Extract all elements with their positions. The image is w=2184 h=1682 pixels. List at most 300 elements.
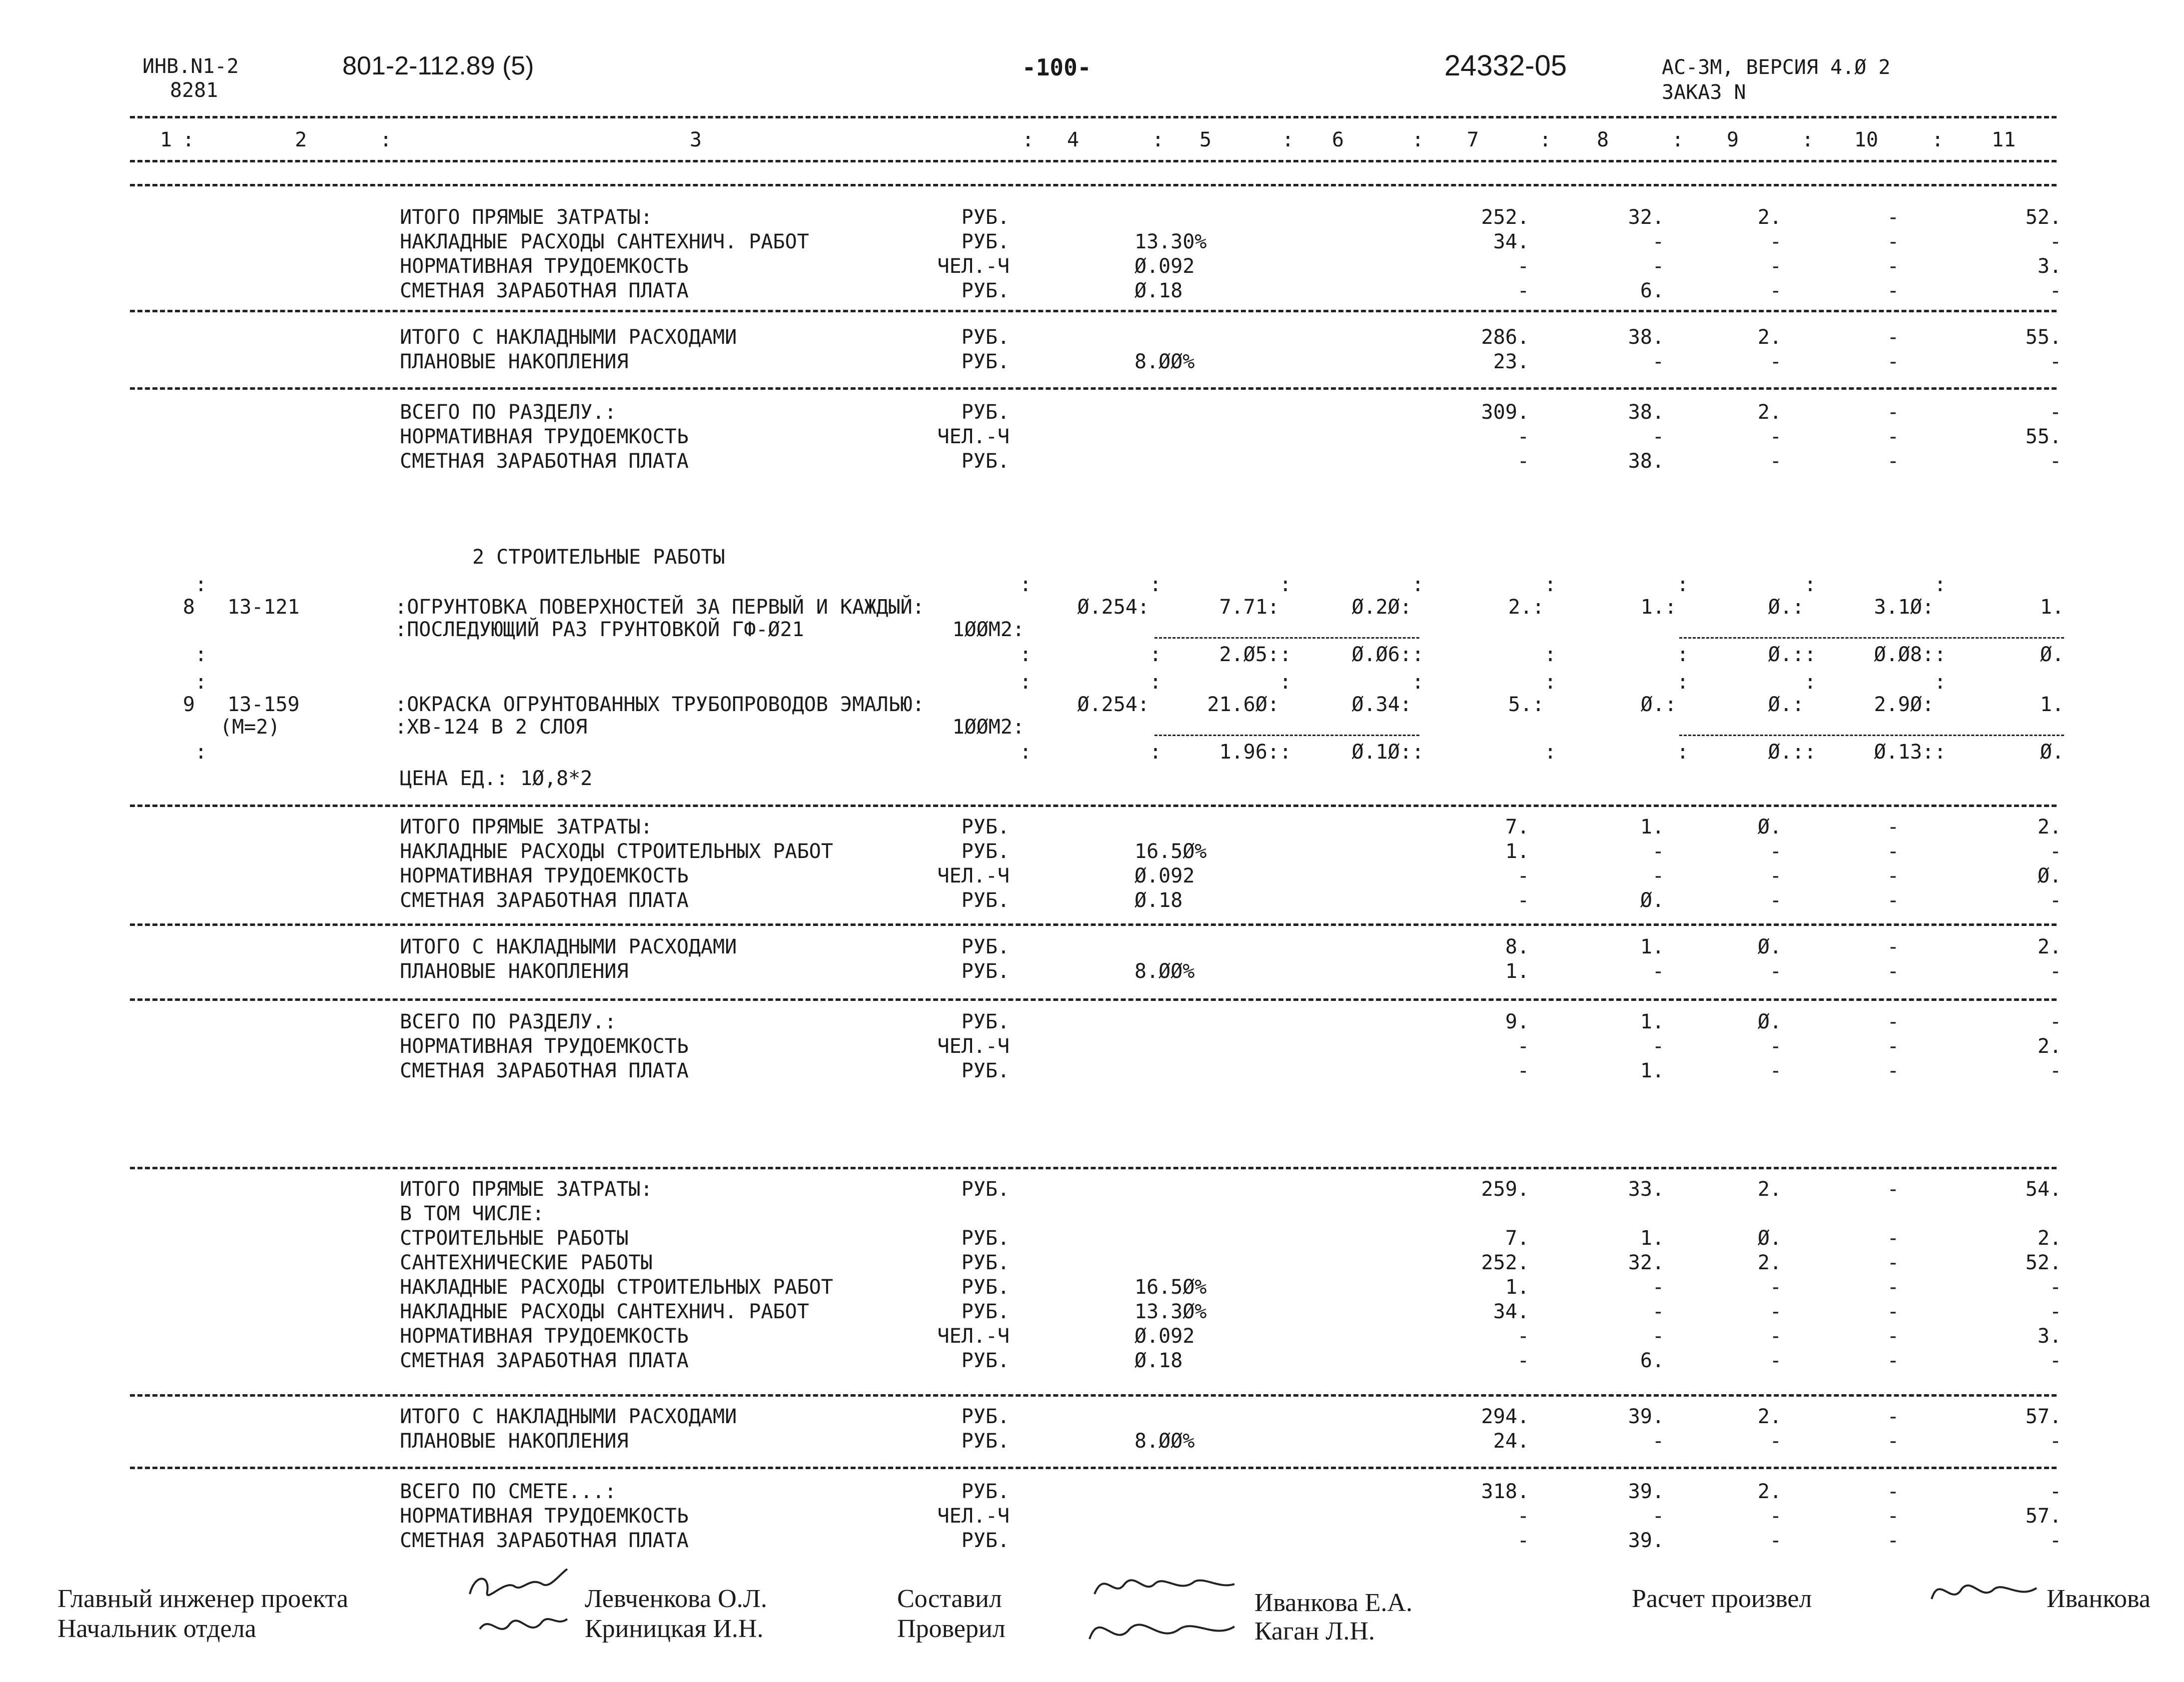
cell-c9: Ø.: [1757, 816, 1782, 839]
cell-unit: ЧЕЛ.-Ч: [937, 1505, 1010, 1528]
cell-c10: -: [1887, 1178, 1899, 1201]
column-separator: :: [195, 573, 207, 596]
chief-engineer-name: Левченкова О.Л.: [585, 1585, 768, 1613]
column-separator: :: [1149, 671, 1162, 694]
item-c10: 2.9Ø:: [1874, 693, 1934, 716]
cell-label: САНТЕХНИЧЕСКИЕ РАБОТЫ: [400, 1251, 653, 1274]
cell-label: СМЕТНАЯ ЗАРАБОТНАЯ ПЛАТА: [400, 889, 689, 912]
cell-unit: РУБ.: [961, 935, 1010, 958]
summary-row: [0, 1429, 2184, 1454]
cell-c9: -: [1769, 1325, 1782, 1348]
cell-c7: -: [1517, 1529, 1529, 1552]
summary-row: [0, 1324, 2184, 1349]
cell-c7: 1.: [1505, 840, 1529, 863]
item-c5-sub: 2.Ø5:: [1219, 643, 1279, 666]
cell-c8: 1.: [1640, 1059, 1664, 1082]
cell-c8: -: [1652, 1325, 1664, 1348]
cell-c11: -: [2049, 1480, 2062, 1503]
cell-c10: -: [1887, 1325, 1899, 1348]
page-number: -100-: [1022, 54, 1092, 81]
item-c6: Ø.2Ø:: [1351, 596, 1412, 619]
summary-row: [0, 959, 2184, 984]
cell-rate: 16.5Ø%: [1134, 1276, 1207, 1299]
cell-c9: -: [1769, 1035, 1782, 1058]
column-number: 2: [295, 128, 307, 151]
cell-c11: 54.: [2025, 1178, 2062, 1201]
cell-c7: 252.: [1481, 1251, 1529, 1274]
item-c7: 5.:: [1508, 693, 1544, 716]
cell-c8: 6.: [1640, 1349, 1664, 1372]
item-quantity: Ø.254:: [1077, 693, 1149, 716]
column-number: 3: [690, 128, 702, 151]
summary-row: [0, 1404, 2184, 1429]
cell-c9: -: [1769, 864, 1782, 887]
cell-c8: -: [1652, 1430, 1664, 1453]
cell-rate: 8.ØØ%: [1134, 350, 1195, 373]
cell-c9: -: [1769, 960, 1782, 983]
cell-c9: -: [1769, 840, 1782, 863]
cell-c10: -: [1887, 1349, 1899, 1372]
column-numbers-row: [0, 127, 2184, 152]
summary-row: [0, 1348, 2184, 1373]
cell-c11: 57.: [2025, 1405, 2062, 1428]
signature-levchenkova: [460, 1564, 575, 1654]
cell-c7: 259.: [1481, 1178, 1529, 1201]
column-separator: :: [1934, 741, 1947, 764]
cell-c7: 309.: [1481, 401, 1529, 424]
cell-c10: -: [1887, 864, 1899, 887]
item-c6-sub: Ø.Ø6:: [1351, 643, 1412, 666]
cell-label: НОРМАТИВНАЯ ТРУДОЕМКОСТЬ: [400, 1035, 689, 1058]
item-code: 13-159: [227, 693, 300, 716]
cell-c11: 2.: [2037, 816, 2062, 839]
cell-c8: -: [1652, 255, 1664, 278]
cell-c7: -: [1517, 425, 1529, 448]
column-separator: :: [1279, 643, 1292, 666]
column-separator: :: [1022, 128, 1035, 151]
summary-row: [0, 1250, 2184, 1275]
cell-c7: 34.: [1493, 230, 1529, 253]
cell-label: СТРОИТЕЛЬНЫЕ РАБОТЫ: [400, 1227, 629, 1250]
cell-label: ИТОГО ПРЯМЫЕ ЗАТРАТЫ:: [400, 206, 653, 229]
sub-divider: [1154, 735, 1419, 736]
cell-c11: 2.: [2037, 1035, 2062, 1058]
calc-label: Расчет произвел: [1632, 1585, 1812, 1613]
cell-rate: 13.3Ø%: [1134, 1300, 1207, 1323]
cell-c11: -: [2049, 350, 2062, 373]
cell-c7: -: [1517, 255, 1529, 278]
cell-rate: Ø.092: [1134, 864, 1195, 887]
row-divider: [130, 310, 2057, 312]
summary-row: [0, 254, 2184, 279]
column-separator: :: [1804, 671, 1817, 694]
row-divider: [130, 1394, 2057, 1397]
cell-unit: РУБ.: [961, 401, 1010, 424]
cell-c11: -: [2049, 960, 2062, 983]
cell-c11: 52.: [2025, 206, 2062, 229]
cell-c11: -: [2049, 1059, 2062, 1082]
item-description-cont: :ПОСЛЕДУЮЩИЙ РАЗ ГРУНТОВКОЙ ГФ-Ø21: [395, 618, 804, 641]
cell-rate: Ø.18: [1134, 1349, 1183, 1372]
column-separator: :: [1020, 741, 1032, 764]
column-separator: :: [1149, 741, 1162, 764]
cell-c7: 8.: [1505, 935, 1529, 958]
row-divider: [130, 923, 2057, 926]
cell-c11: 52.: [2025, 1251, 2062, 1274]
column-number: 6: [1332, 128, 1344, 151]
dept-head-label: Начальник отдела: [57, 1615, 256, 1643]
summary-row: [0, 205, 2184, 230]
summary-row: [0, 229, 2184, 254]
column-separator: :: [195, 643, 207, 666]
column-separator: :: [1677, 643, 1689, 666]
column-separator: :: [1279, 573, 1292, 596]
cell-c8: 33.: [1628, 1178, 1664, 1201]
cell-c8: 38.: [1628, 326, 1664, 349]
cell-c11: -: [2049, 1529, 2062, 1552]
cell-rate: Ø.18: [1134, 889, 1183, 912]
cell-c9: -: [1769, 1300, 1782, 1323]
cell-label: НОРМАТИВНАЯ ТРУДОЕМКОСТЬ: [400, 1325, 689, 1348]
cell-label: СМЕТНАЯ ЗАРАБОТНАЯ ПЛАТА: [400, 450, 689, 473]
column-number: 10: [1854, 128, 1879, 151]
column-separator: :: [1279, 741, 1292, 764]
column-number: 5: [1199, 128, 1212, 151]
cell-c7: 318.: [1481, 1480, 1529, 1503]
summary-row: [0, 424, 2184, 449]
cell-c9: -: [1769, 1505, 1782, 1528]
column-separator: :: [1672, 128, 1684, 151]
summary-row: [0, 1034, 2184, 1059]
compiled-label: Составил: [897, 1585, 1002, 1613]
cell-c8: -: [1652, 1300, 1664, 1323]
cell-label: СМЕТНАЯ ЗАРАБОТНАЯ ПЛАТА: [400, 1059, 689, 1082]
row-divider: [130, 1167, 2057, 1169]
summary-row: [0, 400, 2184, 425]
column-number: 1: [160, 128, 172, 151]
cell-c10: -: [1887, 1276, 1899, 1299]
column-separator: :: [1932, 128, 1944, 151]
cell-c9: -: [1769, 425, 1782, 448]
summary-row: [0, 325, 2184, 350]
cell-c11: 3.: [2037, 255, 2062, 278]
cell-c9: -: [1769, 255, 1782, 278]
cell-c11: 2.: [2037, 935, 2062, 958]
cell-c7: -: [1517, 889, 1529, 912]
cell-c9: -: [1769, 279, 1782, 302]
cell-label: НОРМАТИВНАЯ ТРУДОЕМКОСТЬ: [400, 1505, 689, 1528]
cell-c7: 294.: [1481, 1405, 1529, 1428]
column-number: 7: [1467, 128, 1479, 151]
cell-c10: -: [1887, 450, 1899, 473]
column-number: 4: [1067, 128, 1080, 151]
column-separator: :: [1677, 573, 1689, 596]
cell-unit: РУБ.: [961, 1251, 1010, 1274]
cell-c8: 1.: [1640, 1227, 1664, 1250]
item-number: 9: [182, 693, 195, 716]
cell-c8: 38.: [1628, 450, 1664, 473]
item-c10: 3.1Ø:: [1874, 596, 1934, 619]
cell-c10: -: [1887, 1300, 1899, 1323]
item-c9-sub: Ø.:: [1768, 741, 1804, 764]
cell-unit: РУБ.: [961, 816, 1010, 839]
cell-c11: -: [2049, 230, 2062, 253]
cell-c7: 24.: [1493, 1430, 1529, 1453]
inventory-label: ИНВ.N1-2: [142, 55, 239, 78]
cell-c7: -: [1517, 1505, 1529, 1528]
item-c10-sub: Ø.13:: [1874, 741, 1934, 764]
cell-c10: -: [1887, 960, 1899, 983]
cell-c7: -: [1517, 279, 1529, 302]
cell-unit: РУБ.: [961, 326, 1010, 349]
cell-rate: Ø.092: [1134, 255, 1195, 278]
cell-unit: РУБ.: [961, 1227, 1010, 1250]
column-separator: :: [182, 128, 195, 151]
cell-c9: -: [1769, 1529, 1782, 1552]
cell-c8: 1.: [1640, 1010, 1664, 1033]
cell-c11: -: [2049, 1430, 2062, 1453]
cell-c9: -: [1769, 1276, 1782, 1299]
header-rule-top: [130, 116, 2057, 118]
cell-c10: -: [1887, 1227, 1899, 1250]
cell-label: НАКЛАДНЫЕ РАСХОДЫ СТРОИТЕЛЬНЫХ РАБОТ: [400, 1276, 833, 1299]
column-separator: :: [1282, 128, 1294, 151]
cell-c9: 2.: [1757, 1178, 1782, 1201]
cell-unit: РУБ.: [961, 230, 1010, 253]
cell-label: НОРМАТИВНАЯ ТРУДОЕМКОСТЬ: [400, 255, 689, 278]
cell-unit: РУБ.: [961, 1480, 1010, 1503]
item-c8: 1.:: [1640, 596, 1677, 619]
cell-c8: -: [1652, 840, 1664, 863]
cell-unit: РУБ.: [961, 1529, 1010, 1552]
item-code: 13-121: [227, 596, 300, 619]
column-separator: :: [1677, 741, 1689, 764]
summary-row: [0, 1479, 2184, 1504]
cell-c10: -: [1887, 1010, 1899, 1033]
cell-unit: РУБ.: [961, 840, 1010, 863]
row-divider: [130, 387, 2057, 390]
cell-c7: -: [1517, 1035, 1529, 1058]
column-separator: :: [1020, 643, 1032, 666]
cell-c11: -: [2049, 1276, 2062, 1299]
cell-c11: -: [2049, 889, 2062, 912]
cell-rate: 8.ØØ%: [1134, 1430, 1195, 1453]
cell-unit: РУБ.: [961, 960, 1010, 983]
item-c7: 2.:: [1508, 596, 1544, 619]
summary-row: [0, 1009, 2184, 1034]
cell-c10: -: [1887, 279, 1899, 302]
signature-ivankova-calc: [1924, 1569, 2044, 1619]
cell-c8: -: [1652, 864, 1664, 887]
cell-c11: -: [2049, 401, 2062, 424]
column-separator: :: [1934, 671, 1947, 694]
cell-c8: 38.: [1628, 401, 1664, 424]
column-separator: :: [1152, 128, 1164, 151]
column-separator: :: [380, 128, 392, 151]
summary-row: [0, 449, 2184, 474]
column-separator: :: [1412, 741, 1424, 764]
cell-c9: 2.: [1757, 1251, 1782, 1274]
cell-c7: -: [1517, 864, 1529, 887]
column-separator: :: [1279, 671, 1292, 694]
cell-c10: -: [1887, 326, 1899, 349]
cell-c9: -: [1769, 230, 1782, 253]
cell-c10: -: [1887, 1035, 1899, 1058]
summary-row: [0, 1058, 2184, 1083]
cell-c8: -: [1652, 1505, 1664, 1528]
cell-c10: -: [1887, 1480, 1899, 1503]
cell-c8: 39.: [1628, 1405, 1664, 1428]
column-separator: :: [1677, 671, 1689, 694]
dept-head-name: Криницкая И.Н.: [585, 1615, 764, 1643]
cell-label: СМЕТНАЯ ЗАРАБОТНАЯ ПЛАТА: [400, 1529, 689, 1552]
cell-c10: -: [1887, 350, 1899, 373]
cell-unit: РУБ.: [961, 450, 1010, 473]
cell-c8: 39.: [1628, 1480, 1664, 1503]
item-c6-sub: Ø.1Ø:: [1351, 741, 1412, 764]
summary-row: [0, 1201, 2184, 1226]
cell-unit: ЧЕЛ.-Ч: [937, 864, 1010, 887]
cell-c10: -: [1887, 1505, 1899, 1528]
checked-name: Каган Л.Н.: [1254, 1617, 1375, 1646]
column-separator: :: [1412, 643, 1424, 666]
cell-c10: -: [1887, 425, 1899, 448]
cell-c7: 1.: [1505, 1276, 1529, 1299]
cell-c9: -: [1769, 450, 1782, 473]
cell-unit: РУБ.: [961, 1276, 1010, 1299]
cell-c7: 1.: [1505, 960, 1529, 983]
item-c9: Ø.:: [1768, 596, 1804, 619]
cell-c7: 23.: [1493, 350, 1529, 373]
cell-label: ПЛАНОВЫЕ НАКОПЛЕНИЯ: [400, 1430, 629, 1453]
column-number: 9: [1727, 128, 1739, 151]
cell-label: ИТОГО С НАКЛАДНЫМИ РАСХОДАМИ: [400, 326, 737, 349]
cell-c10: -: [1887, 401, 1899, 424]
column-separator: :: [1020, 573, 1032, 596]
cell-unit: ЧЕЛ.-Ч: [937, 425, 1010, 448]
calc-name: Иванкова: [2047, 1585, 2151, 1613]
cell-c7: -: [1517, 1059, 1529, 1082]
cell-rate: 16.5Ø%: [1134, 840, 1207, 863]
column-number: 8: [1597, 128, 1609, 151]
cell-c9: Ø.: [1757, 1227, 1782, 1250]
cell-c8: -: [1652, 1276, 1664, 1299]
cell-c10: -: [1887, 1059, 1899, 1082]
cell-rate: 13.30%: [1134, 230, 1207, 253]
summary-row: [0, 888, 2184, 913]
item-c6: Ø.34:: [1351, 693, 1412, 716]
cell-c10: -: [1887, 889, 1899, 912]
cell-c7: -: [1517, 450, 1529, 473]
column-number: 11: [1992, 128, 2016, 151]
cell-c9: -: [1769, 1349, 1782, 1372]
cell-unit: РУБ.: [961, 1300, 1010, 1323]
cell-label: ИТОГО С НАКЛАДНЫМИ РАСХОДАМИ: [400, 1405, 737, 1428]
cell-c11: -: [2049, 1010, 2062, 1033]
column-separator: :: [1804, 573, 1817, 596]
item-c10-sub: Ø.Ø8:: [1874, 643, 1934, 666]
column-separator: :: [1544, 671, 1557, 694]
column-separator: :: [1149, 573, 1162, 596]
summary-row: [0, 815, 2184, 840]
row-divider: [130, 805, 2057, 807]
item-c11: 1.: [2040, 693, 2064, 716]
column-separator: :: [1544, 573, 1557, 596]
signature-ivankova: [1085, 1564, 1244, 1659]
item-c9-sub: Ø.:: [1768, 643, 1804, 666]
cell-c8: -: [1652, 350, 1664, 373]
cell-c11: 55.: [2025, 326, 2062, 349]
cell-unit: РУБ.: [961, 889, 1010, 912]
section-title: 2 СТРОИТЕЛЬНЫЕ РАБОТЫ: [472, 546, 725, 569]
column-separator: :: [195, 671, 207, 694]
cell-c9: -: [1769, 1430, 1782, 1453]
cell-label: НАКЛАДНЫЕ РАСХОДЫ СТРОИТЕЛЬНЫХ РАБОТ: [400, 840, 833, 863]
cell-unit: РУБ.: [961, 1430, 1010, 1453]
cell-unit: РУБ.: [961, 350, 1010, 373]
column-separator: :: [1934, 643, 1947, 666]
cell-unit: РУБ.: [961, 1349, 1010, 1372]
cell-c11: -: [2049, 840, 2062, 863]
summary-row: [0, 1275, 2184, 1300]
row-divider: [130, 998, 2057, 1001]
summary-row: [0, 1226, 2184, 1251]
sub-divider: [1679, 735, 2064, 736]
column-separator: :: [1544, 643, 1557, 666]
cell-c8: 1.: [1640, 816, 1664, 839]
cell-c9: 2.: [1757, 1405, 1782, 1428]
cell-c10: -: [1887, 255, 1899, 278]
cell-c8: -: [1652, 960, 1664, 983]
column-separator: :: [1412, 671, 1424, 694]
item-c5-sub: 1.96:: [1219, 741, 1279, 764]
cell-rate: 8.ØØ%: [1134, 960, 1195, 983]
item-number: 8: [182, 596, 195, 619]
cell-c9: 2.: [1757, 401, 1782, 424]
column-separator: :: [1412, 128, 1424, 151]
cell-c8: 1.: [1640, 935, 1664, 958]
cell-c7: 286.: [1481, 326, 1529, 349]
summary-row: [0, 278, 2184, 303]
column-separator: :: [1539, 128, 1552, 151]
document-code: 801-2-112.89 (5): [342, 51, 534, 80]
sub-divider: [1679, 637, 2064, 639]
cell-label: В ТОМ ЧИСЛЕ:: [400, 1202, 544, 1225]
compiled-name: Иванкова Е.А.: [1254, 1589, 1413, 1617]
cell-c7: 9.: [1505, 1010, 1529, 1033]
cell-c10: -: [1887, 206, 1899, 229]
cell-c11: 55.: [2025, 425, 2062, 448]
cell-label: СМЕТНАЯ ЗАРАБОТНАЯ ПЛАТА: [400, 279, 689, 302]
cell-unit: ЧЕЛ.-Ч: [937, 255, 1010, 278]
cell-label: ПЛАНОВЫЕ НАКОПЛЕНИЯ: [400, 350, 629, 373]
cell-label: ВСЕГО ПО РАЗДЕЛУ.:: [400, 1010, 617, 1033]
cell-c8: -: [1652, 1035, 1664, 1058]
header-rule-second: [130, 184, 2057, 186]
cell-c11: -: [2049, 450, 2062, 473]
summary-row: [0, 1504, 2184, 1529]
cell-unit: РУБ.: [961, 1178, 1010, 1201]
cell-c9: Ø.: [1757, 1010, 1782, 1033]
cell-label: ИТОГО ПРЯМЫЕ ЗАТРАТЫ:: [400, 1178, 653, 1201]
cell-c7: -: [1517, 1349, 1529, 1372]
cell-c11: -: [2049, 1300, 2062, 1323]
system-version: АС-3М, ВЕРСИЯ 4.Ø 2: [1662, 56, 1891, 79]
cell-unit: РУБ.: [961, 279, 1010, 302]
row-divider: [130, 1467, 2057, 1469]
cell-label: ПЛАНОВЫЕ НАКОПЛЕНИЯ: [400, 960, 629, 983]
item-description: :ОКРАСКА ОГРУНТОВАННЫХ ТРУБОПРОВОДОВ ЭМАЛЬЮ:: [395, 693, 925, 716]
